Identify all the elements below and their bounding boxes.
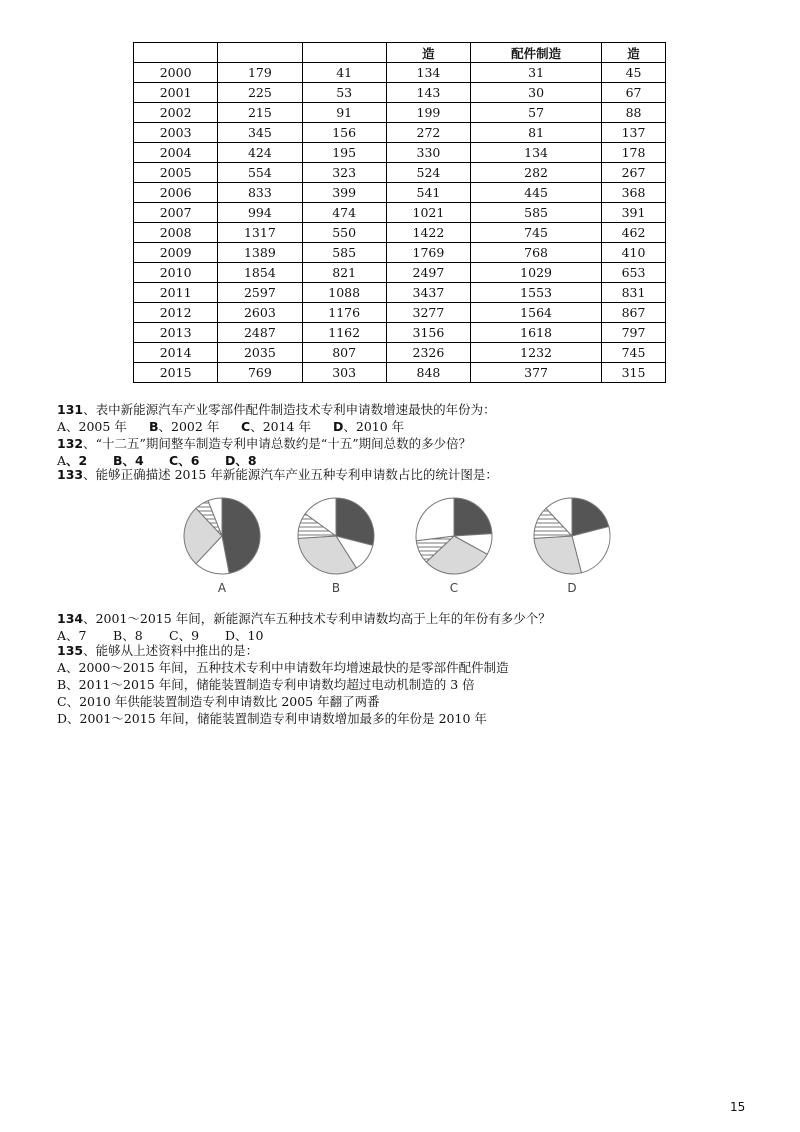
option-letter: B (149, 419, 159, 434)
value-cell: 225 (218, 83, 302, 103)
pie-d (534, 498, 610, 595)
value-cell: 45 (602, 63, 666, 83)
value-cell: 330 (386, 143, 470, 163)
value-cell: 134 (386, 63, 470, 83)
table-row (134, 123, 666, 143)
value-cell: 345 (218, 123, 302, 143)
year-cell: 2003 (134, 123, 218, 143)
question-number: 133 (57, 467, 84, 482)
pie-label: B (331, 581, 341, 595)
option-a (57, 418, 149, 435)
table-row (134, 83, 666, 103)
value-cell: 445 (471, 183, 602, 203)
header-cell: 配件制造 (471, 43, 602, 63)
value-cell: 134 (471, 143, 602, 163)
value-cell: 550 (302, 223, 386, 243)
value-cell: 807 (302, 343, 386, 363)
year-cell: 2012 (134, 303, 218, 323)
value-cell: 377 (471, 363, 602, 383)
option-text: 、2010 年 (343, 419, 405, 434)
year-cell: 2002 (134, 103, 218, 123)
value-cell: 831 (602, 283, 666, 303)
value-cell: 745 (602, 343, 666, 363)
value-cell: 215 (218, 103, 302, 123)
value-cell: 53 (302, 83, 386, 103)
year-cell: 2008 (134, 223, 218, 243)
pie-label: D (567, 581, 577, 595)
value-cell: 3437 (386, 283, 470, 303)
value-cell: 41 (302, 63, 386, 83)
question-number: 134 (57, 611, 84, 626)
option-c: C、2010 年供能装置制造专利申请数比 2005 年翻了两番 (57, 694, 380, 709)
option-letter: A (57, 628, 67, 643)
question-133 (57, 466, 498, 483)
option-letter: C (241, 419, 251, 434)
header-cell: 造 (602, 43, 666, 63)
pie-b (298, 498, 374, 595)
option-letter: A (57, 419, 67, 434)
value-cell: 2603 (218, 303, 302, 323)
option-letter: B (113, 453, 123, 468)
patent-data-table (133, 42, 666, 383)
value-cell: 1317 (218, 223, 302, 243)
pie-a (184, 498, 260, 595)
pie-slice (416, 498, 454, 541)
option-text: 、8 (235, 453, 257, 468)
table-row (134, 263, 666, 283)
value-cell: 1021 (386, 203, 470, 223)
year-cell: 2000 (134, 63, 218, 83)
value-cell: 30 (471, 83, 602, 103)
value-cell: 1618 (471, 323, 602, 343)
header-cell (134, 43, 218, 63)
value-cell: 368 (602, 183, 666, 203)
question-135 (57, 642, 258, 659)
value-cell: 1553 (471, 283, 602, 303)
year-cell: 2013 (134, 323, 218, 343)
option-text: 、2014 年 (250, 419, 311, 434)
value-cell: 2326 (386, 343, 470, 363)
page-number: 15 (730, 1100, 746, 1114)
option-letter: A (57, 453, 67, 468)
year-cell: 2010 (134, 263, 218, 283)
value-cell: 524 (386, 163, 470, 183)
value-cell: 462 (602, 223, 666, 243)
value-cell: 424 (218, 143, 302, 163)
option-text: 、2005 年 (66, 419, 127, 434)
value-cell: 653 (602, 263, 666, 283)
question-number: 132 (57, 436, 84, 451)
table-row (134, 183, 666, 203)
value-cell: 797 (602, 323, 666, 343)
value-cell: 768 (471, 243, 602, 263)
pie-label: C (449, 581, 459, 595)
value-cell: 1769 (386, 243, 470, 263)
value-cell: 67 (602, 83, 666, 103)
option-text: 、9 (178, 628, 200, 643)
question-number: 131 (57, 402, 84, 417)
table-body (134, 63, 666, 383)
option-a: A、2000～2015 年间，五种技术专利中申请数年均增速最快的是零部件配件制造 (57, 660, 509, 675)
year-cell: 2006 (134, 183, 218, 203)
option-text: 、4 (122, 453, 144, 468)
value-cell: 833 (218, 183, 302, 203)
value-cell: 2487 (218, 323, 302, 343)
value-cell: 994 (218, 203, 302, 223)
value-cell: 554 (218, 163, 302, 183)
option-text: 、6 (178, 453, 200, 468)
table-row (134, 343, 666, 363)
value-cell: 178 (602, 143, 666, 163)
option-b: B、2011～2015 年间，储能装置制造专利申请数均超过电动机制造的 3 倍 (57, 677, 475, 692)
question-text: 、能够从上述资料中推出的是： (83, 643, 259, 658)
value-cell: 137 (602, 123, 666, 143)
year-cell: 2014 (134, 343, 218, 363)
pie-slice (222, 498, 260, 573)
value-cell: 2497 (386, 263, 470, 283)
value-cell: 195 (302, 143, 386, 163)
year-cell: 2001 (134, 83, 218, 103)
value-cell: 1162 (302, 323, 386, 343)
option-letter: C (169, 628, 179, 643)
value-cell: 1176 (302, 303, 386, 323)
value-cell: 1232 (471, 343, 602, 363)
year-cell: 2015 (134, 363, 218, 383)
value-cell: 3156 (386, 323, 470, 343)
pie-charts (0, 490, 800, 600)
question-text: 、2001～2015 年间，新能源汽车五种技术专利申请数均高于上年的年份有多少个？ (83, 611, 551, 626)
option-letter: D (225, 628, 236, 643)
option-letter: C (169, 453, 179, 468)
pie-label: A (217, 581, 227, 595)
year-cell: 2011 (134, 283, 218, 303)
value-cell: 282 (471, 163, 602, 183)
option-text: 、7 (66, 628, 87, 643)
value-cell: 1854 (218, 263, 302, 283)
header-cell (218, 43, 302, 63)
value-cell: 199 (386, 103, 470, 123)
table-row (134, 163, 666, 183)
value-cell: 315 (602, 363, 666, 383)
table-row (134, 303, 666, 323)
table-row (134, 223, 666, 243)
value-cell: 267 (602, 163, 666, 183)
table-row (134, 243, 666, 263)
option-c (241, 418, 333, 435)
option-letter: D (225, 453, 236, 468)
value-cell: 143 (386, 83, 470, 103)
value-cell: 1088 (302, 283, 386, 303)
option-text: 、10 (235, 628, 264, 643)
option-d: D、2001～2015 年间，储能装置制造专利申请数增加最多的年份是 2010 年 (57, 711, 487, 726)
value-cell: 541 (386, 183, 470, 203)
table-row (134, 203, 666, 223)
value-cell: 821 (302, 263, 386, 283)
value-cell: 585 (302, 243, 386, 263)
question-131 (57, 401, 496, 418)
header-cell (302, 43, 386, 63)
value-cell: 410 (602, 243, 666, 263)
option-text: 、8 (122, 628, 143, 643)
value-cell: 156 (302, 123, 386, 143)
value-cell: 474 (302, 203, 386, 223)
question-132 (57, 435, 471, 452)
year-cell: 2007 (134, 203, 218, 223)
question-number: 135 (57, 643, 84, 658)
option-text: 、2002 年 (158, 419, 220, 434)
value-cell: 2597 (218, 283, 302, 303)
value-cell: 848 (386, 363, 470, 383)
table-row (134, 143, 666, 163)
value-cell: 1029 (471, 263, 602, 283)
year-cell: 2009 (134, 243, 218, 263)
question-text: 、表中新能源汽车产业零部件配件制造技术专利申请数增速最快的年份为： (83, 402, 496, 417)
option-d (333, 418, 404, 435)
year-cell: 2004 (134, 143, 218, 163)
value-cell: 323 (302, 163, 386, 183)
question-134 (57, 610, 551, 627)
value-cell: 2035 (218, 343, 302, 363)
options-131 (57, 418, 404, 435)
pie-slice (454, 498, 492, 536)
value-cell: 769 (218, 363, 302, 383)
table-row (134, 363, 666, 383)
value-cell: 1564 (471, 303, 602, 323)
question-text: 、“十二五”期间整车制造专利申请总数约是“十五”期间总数的多少倍？ (83, 436, 472, 451)
option-b (149, 418, 241, 435)
table-row (134, 323, 666, 343)
value-cell: 3277 (386, 303, 470, 323)
value-cell: 31 (471, 63, 602, 83)
pie-c (416, 498, 492, 595)
value-cell: 57 (471, 103, 602, 123)
year-cell: 2005 (134, 163, 218, 183)
table-row (134, 103, 666, 123)
value-cell: 745 (471, 223, 602, 243)
value-cell: 1422 (386, 223, 470, 243)
value-cell: 867 (602, 303, 666, 323)
value-cell: 91 (302, 103, 386, 123)
value-cell: 399 (302, 183, 386, 203)
value-cell: 1389 (218, 243, 302, 263)
option-letter: D (333, 419, 344, 434)
table-row (134, 63, 666, 83)
option-text: 、2 (66, 453, 88, 468)
header-cell: 造 (386, 43, 470, 63)
value-cell: 585 (471, 203, 602, 223)
value-cell: 303 (302, 363, 386, 383)
question-text: 、能够正确描述 2015 年新能源汽车产业五种专利申请数占比的统计图是： (83, 467, 498, 482)
value-cell: 272 (386, 123, 470, 143)
value-cell: 88 (602, 103, 666, 123)
value-cell: 81 (471, 123, 602, 143)
table-row (134, 283, 666, 303)
value-cell: 179 (218, 63, 302, 83)
option-letter: B (113, 628, 123, 643)
value-cell: 391 (602, 203, 666, 223)
table-header-row (134, 43, 666, 63)
